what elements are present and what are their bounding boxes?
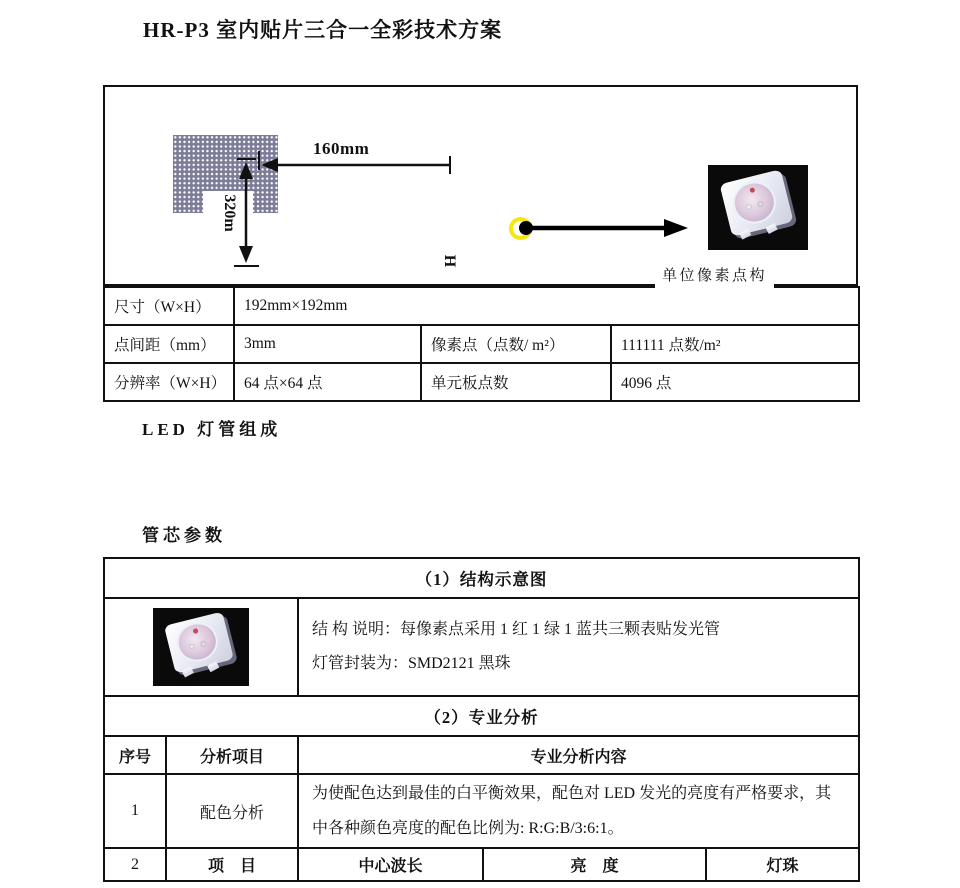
size-label: 尺寸（W×H） [104, 287, 234, 325]
table-row [104, 325, 859, 363]
analysis-row1-content [298, 774, 859, 848]
led-photo-cell [104, 598, 298, 696]
document-title: HR-P3 室内贴片三合一全彩技术方案 [143, 18, 503, 42]
analysis-header: （2）专业分析 [104, 696, 859, 736]
pixel-marker-dot-icon [519, 221, 533, 235]
structure-header: （1）结构示意图 [104, 558, 859, 598]
table-row [104, 848, 859, 881]
led-die-left [745, 203, 752, 210]
led-die-right [200, 641, 207, 648]
led-die-right [757, 201, 764, 208]
size-value: 192mm×192mm [234, 287, 859, 325]
column-header-content: 专业分析内容 [298, 736, 859, 774]
table-row [104, 558, 859, 598]
unit-points-label: 单元板点数 [421, 363, 611, 401]
pixel-structure-caption: 单位像素点构 [655, 264, 774, 293]
led-solder-tab [765, 224, 777, 235]
led-solder-tab [182, 667, 194, 678]
column-header-item: 分析项目 [166, 736, 298, 774]
core-parameter-table [103, 557, 860, 882]
analysis-row1-item: 配色分析 [166, 774, 298, 848]
led-solder-tab [208, 662, 220, 673]
analysis-row2-brightness: 亮 度 [483, 848, 706, 881]
analysis-row2-item: 项 目 [166, 848, 298, 881]
analysis-row2-no: 2 [104, 848, 166, 881]
pixel-density-label: 像素点（点数/ m²） [421, 325, 611, 363]
table-row [104, 696, 859, 736]
pixel-density-value: 111111 点数/m² [611, 325, 859, 363]
module-spec-table [103, 286, 860, 402]
height-dimension-label: 320m [221, 194, 238, 232]
h-dimension-mark: H [441, 254, 459, 268]
led-red-die [193, 628, 199, 633]
resolution-label: 分辨率（W×H） [104, 363, 234, 401]
led-chip-photo [708, 165, 808, 250]
analysis-row2-wavelength: 中心波长 [298, 848, 483, 881]
column-header-no: 序号 [104, 736, 166, 774]
structure-description-cell [298, 598, 859, 696]
led-lens [729, 177, 781, 228]
structure-line-1: 结 构 说明：每像素点采用 1 红 1 绿 1 蓝共三颗表贴发光管 [312, 621, 721, 638]
resolution-value: 64 点×64 点 [234, 363, 421, 401]
led-lens [173, 619, 222, 666]
table-row [104, 363, 859, 401]
led-package-body [719, 169, 793, 236]
table-row [104, 774, 859, 848]
structure-line-2: 灯管封装为：SMD2121 黑珠 [312, 655, 511, 672]
analysis-row1-no: 1 [104, 774, 166, 848]
led-red-die [750, 187, 756, 193]
table-row [104, 736, 859, 774]
section-heading-core: 管芯参数 [142, 526, 226, 545]
led-die-left [189, 643, 196, 650]
analysis-content-line-2: 中各种颜色亮度的配色比例为: R:G:B/3:6:1。 [312, 820, 624, 837]
led-chip-photo [153, 608, 249, 686]
section-heading-led: LED 灯管组成 [142, 420, 282, 439]
analysis-content-line-1: 为使配色达到最佳的白平衡效果，配色对 LED 发光的亮度有严格要求，其 [312, 785, 832, 802]
unit-points-value: 4096 点 [611, 363, 859, 401]
analysis-row2-lamp: 灯珠 [706, 848, 859, 881]
pitch-value: 3mm [234, 325, 421, 363]
led-package-body [164, 612, 235, 674]
led-solder-tab [739, 229, 751, 240]
module-diagram-panel [103, 85, 858, 288]
table-row [104, 598, 859, 696]
width-dimension-label: 160mm [313, 139, 370, 158]
pitch-label: 点间距（mm） [104, 325, 234, 363]
